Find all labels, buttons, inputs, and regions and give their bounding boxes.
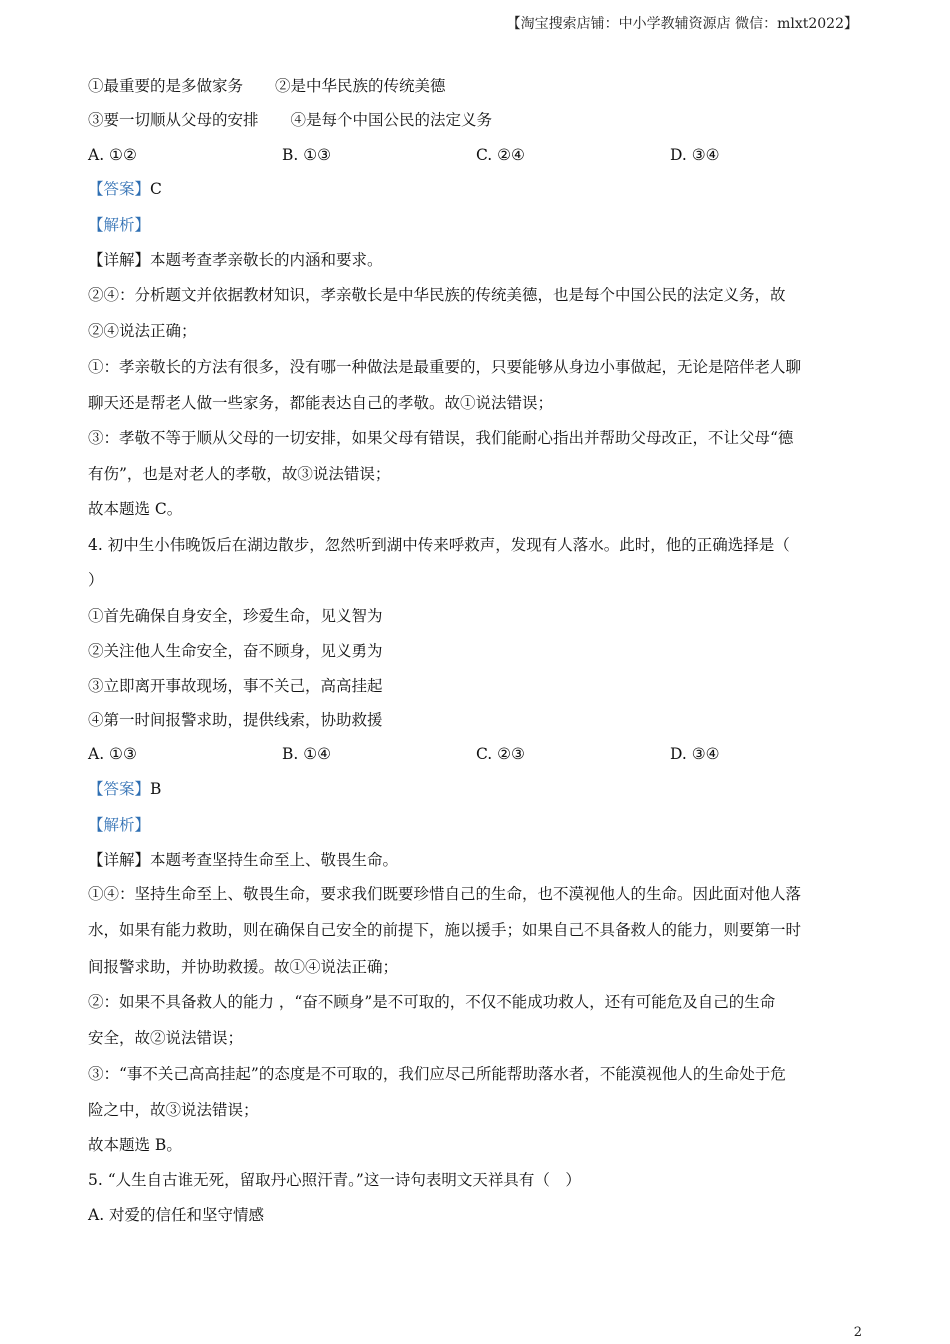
q3-statements-row-1 <box>88 75 446 97</box>
q3-statements-row-2 <box>88 109 492 131</box>
q4-detail-line: 水，如果有能力救助，则在确保自己安全的前提下，施以援手；如果自己不具备救人的能力，则要第一时 <box>88 921 802 939</box>
q4-detail-line: 【详解】本题考查坚持生命至上、敬畏生命。 <box>88 851 399 869</box>
q4-option-c: C. ②③ <box>476 745 525 763</box>
q3-statement-1: ①最重要的是多做家务 <box>88 77 244 95</box>
q3-answer <box>88 178 162 200</box>
q5-stem: 5. “人生自古谁无死，留取丹心照汗青。”这一诗句表明文天祥具有（ ） <box>88 1171 581 1189</box>
q3-answer-value: C <box>150 180 162 198</box>
q3-statement-3: ③要一切顺从父母的安排 <box>88 111 259 129</box>
page-number: 2 <box>853 1325 862 1340</box>
q3-detail-line: 有伤”，也是对老人的孝敬，故③说法错误； <box>88 465 391 483</box>
q4-stem-line-2: ） <box>88 571 104 589</box>
q4-statement: ③立即离开事故现场，事不关己，高高挂起 <box>88 677 383 695</box>
q3-detail-line: 【详解】本题考查孝亲敬长的内涵和要求。 <box>88 251 383 269</box>
q3-option-a: A. ①② <box>88 146 137 164</box>
q4-answer <box>88 778 161 800</box>
q4-stem-line-1: 4. 初中生小伟晚饭后在湖边散步，忽然听到湖中传来呼救声，发现有人落水。此时，他的正确选择是（ <box>88 536 790 554</box>
q4-detail-line: ①④：坚持生命至上、敬畏生命，要求我们既要珍惜自己的生命，也不漠视他人的生命。因此面对他人落 <box>88 885 802 903</box>
q4-statement: ①首先确保自身安全，珍爱生命，见义智为 <box>88 607 383 625</box>
q3-detail-line: 故本题选 C。 <box>88 500 183 518</box>
q3-analysis-tag: 【解析】 <box>88 216 151 234</box>
q3-detail-line: ②④：分析题文并依据教材知识，孝亲敬长是中华民族的传统美德，也是每个中国公民的法定义务，故 <box>88 286 786 304</box>
q4-option-a: A. ①③ <box>88 745 137 763</box>
q3-option-b: B. ①③ <box>282 146 332 164</box>
q3-option-d: D. ③④ <box>670 146 720 164</box>
q4-option-d: D. ③④ <box>670 745 720 763</box>
q4-option-b: B. ①④ <box>282 745 332 763</box>
q5-option-a: A. 对爱的信任和坚守情感 <box>88 1206 265 1224</box>
q4-answer-value: B <box>150 780 162 798</box>
q4-detail-line: ②：如果不具备救人的能力 ，“奋不顾身”是不可取的，不仅不能成功救人，还有可能危及自己的生命 <box>88 993 776 1011</box>
q4-statement: ④第一时间报警求助，提供线索，协助救援 <box>88 711 383 729</box>
q3-answer-tag: 【答案】 <box>88 180 151 198</box>
page-header: 【淘宝搜索店铺：中小学教辅资源店 微信：mlxt2022】 <box>506 16 858 32</box>
q3-detail-line: ③：孝敬不等于顺从父母的一切安排，如果父母有错误，我们能耐心指出并帮助父母改正，不让父母“德 <box>88 429 794 447</box>
q3-detail-line: ①：孝亲敬长的方法有很多，没有哪一种做法是最重要的，只要能够从身边小事做起，无论是陪伴老人聊 <box>88 358 802 376</box>
q3-option-c: C. ②④ <box>476 146 525 164</box>
q3-detail-line: ②④说法正确； <box>88 322 197 340</box>
q4-detail-line: ③：“事不关己高高挂起”的态度是不可取的，我们应尽己所能帮助落水者，不能漠视他人的生命处于危 <box>88 1065 786 1083</box>
q4-detail-line: 故本题选 B。 <box>88 1136 182 1154</box>
q3-statement-4: ④是每个中国公民的法定义务 <box>290 111 493 129</box>
q3-statement-2: ②是中华民族的传统美德 <box>275 77 446 95</box>
q4-detail-line: 险之中，故③说法错误； <box>88 1101 259 1119</box>
q4-detail-line: 间报警求助，并协助救援。故①④说法正确； <box>88 958 399 976</box>
q4-statement: ②关注他人生命安全，奋不顾身，见义勇为 <box>88 642 383 660</box>
q4-answer-tag: 【答案】 <box>88 780 151 798</box>
q4-detail-line: 安全，故②说法错误； <box>88 1029 244 1047</box>
q3-detail-line: 聊天还是帮老人做一些家务，都能表达自己的孝敬。故①说法错误； <box>88 394 554 412</box>
q4-analysis-tag: 【解析】 <box>88 816 151 834</box>
